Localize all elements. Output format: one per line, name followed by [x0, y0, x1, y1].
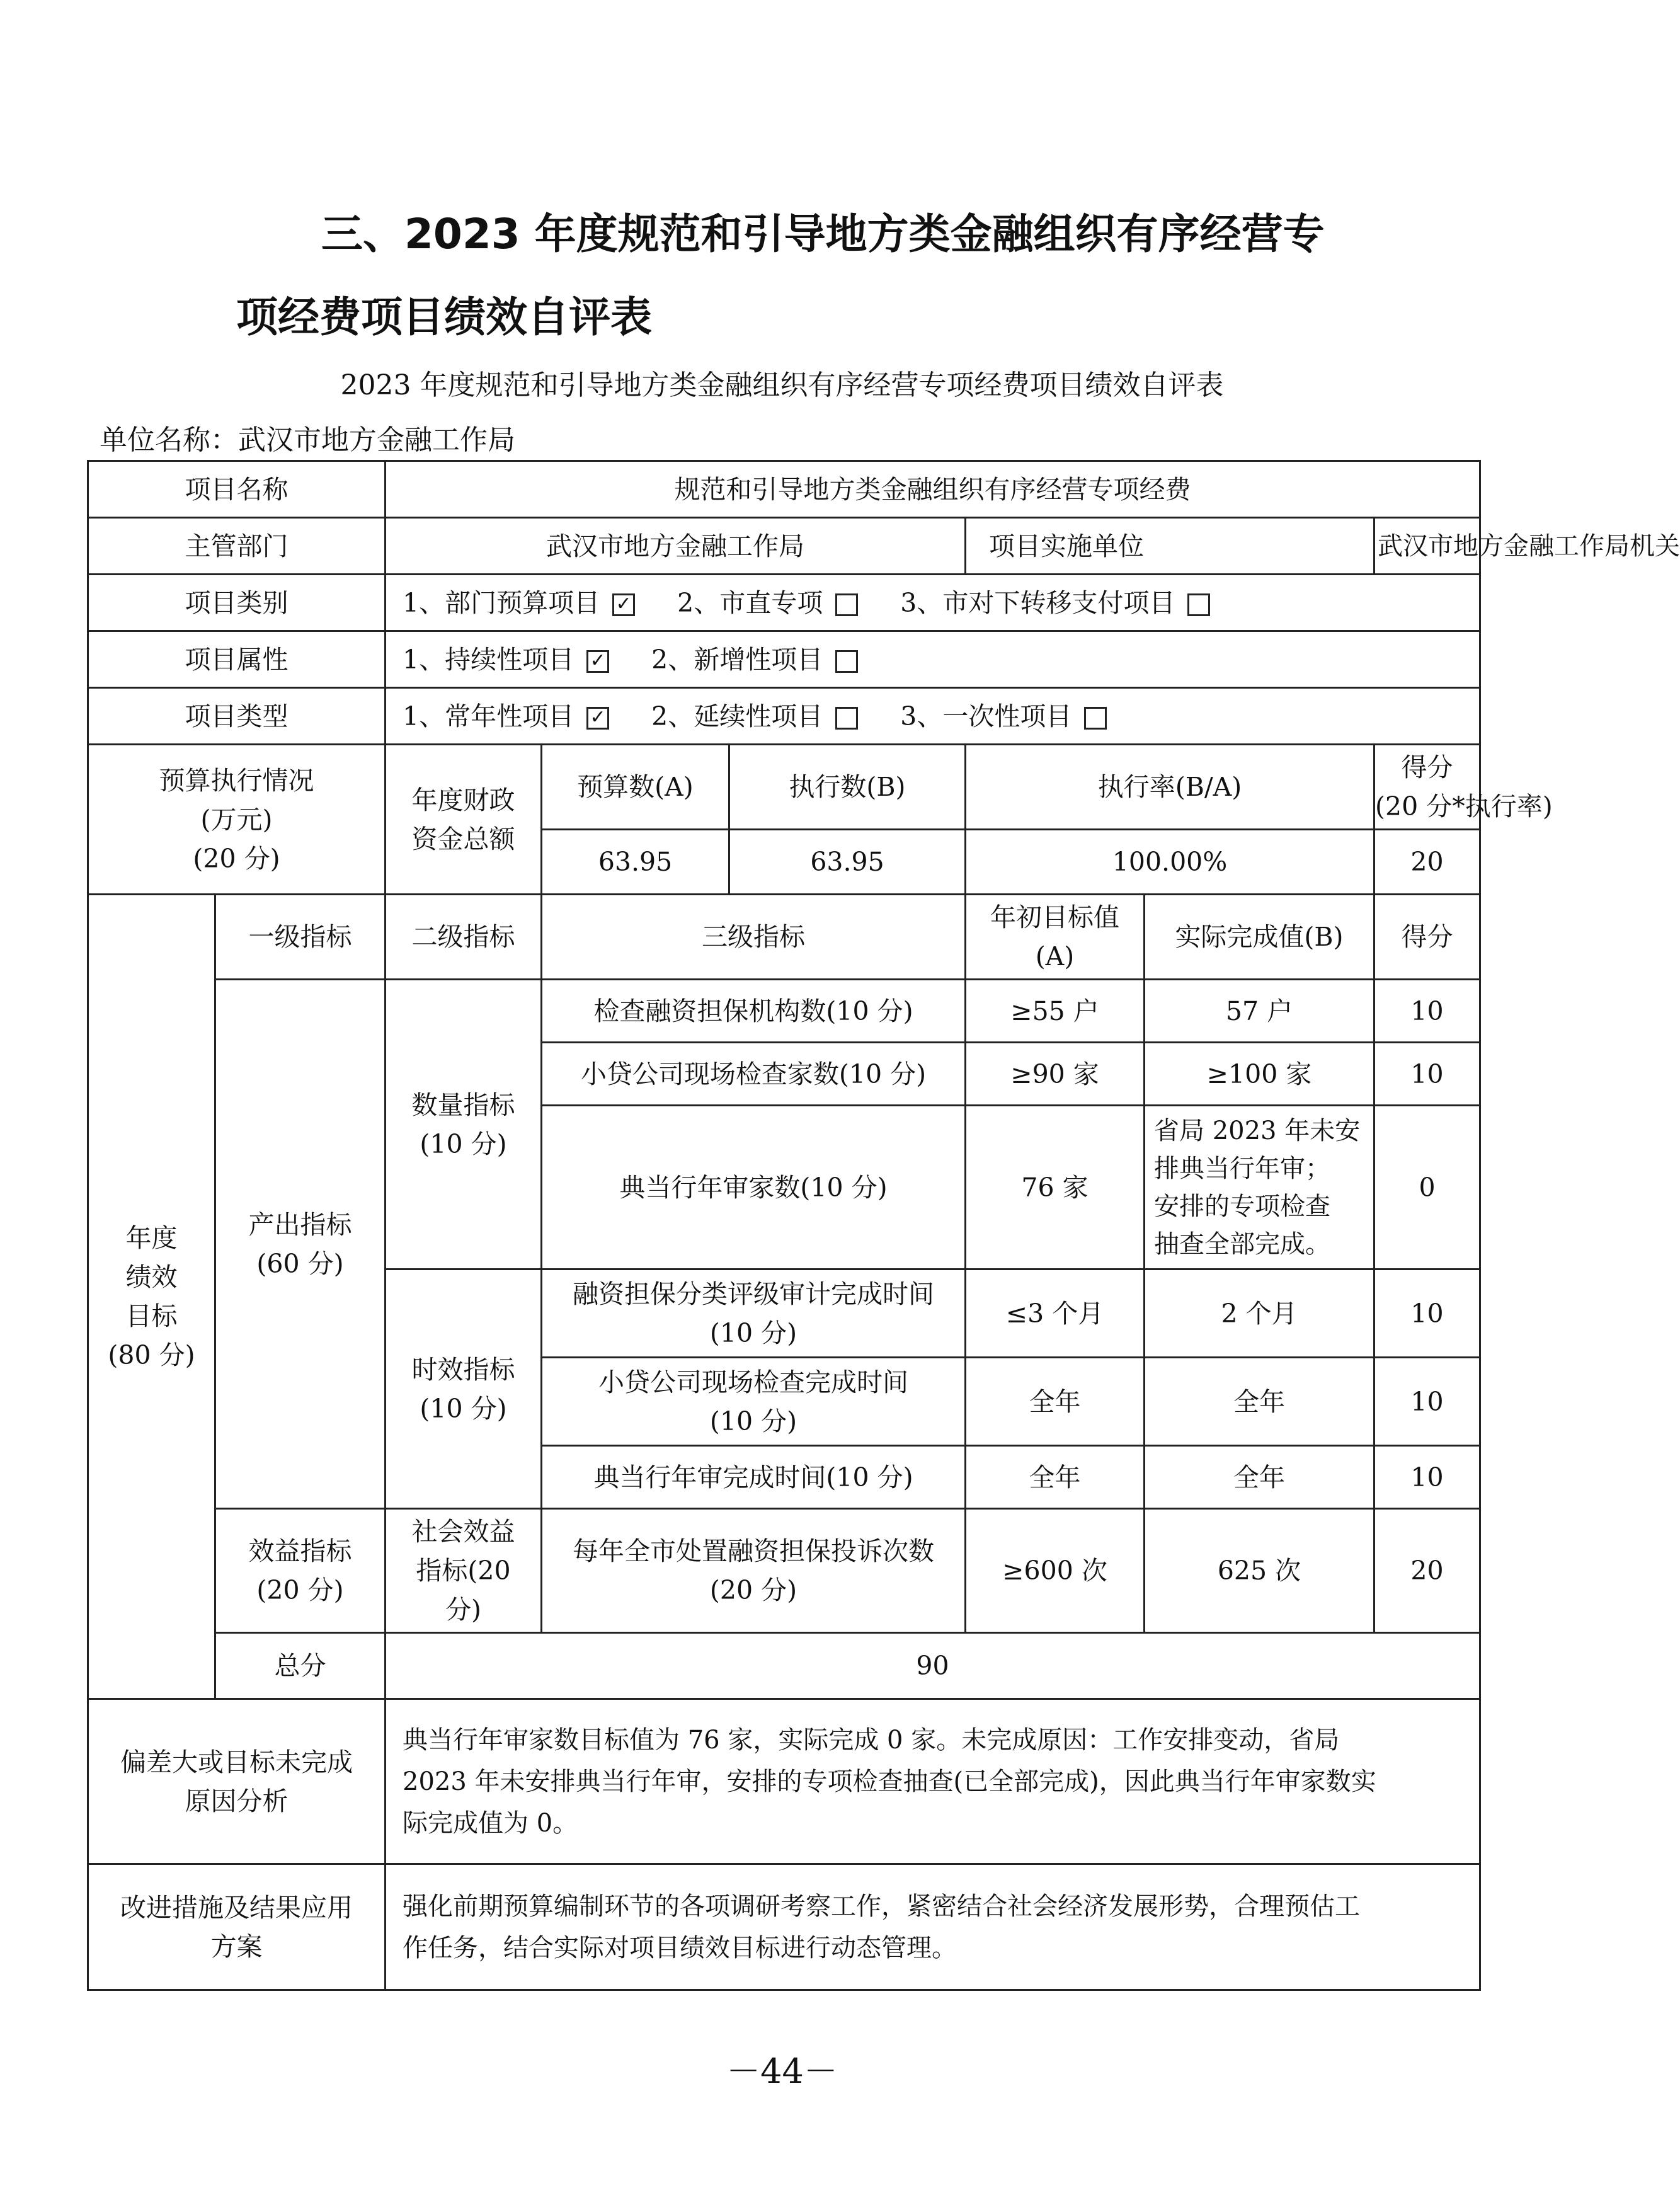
row-type — [88, 688, 1480, 745]
indicator-score: 10 — [1374, 1358, 1480, 1446]
indicator-actual: 625 次 — [1145, 1509, 1374, 1633]
row-deviation — [88, 1699, 1480, 1864]
type-option-3: 3、一次性项目 — [900, 701, 1072, 731]
category-label: 项目类别 — [88, 575, 386, 631]
impl-label: 项目实施单位 — [966, 518, 1374, 575]
self-evaluation-table — [87, 460, 1680, 1991]
timeliness-indicator: 时效指标 (10 分) — [386, 1269, 542, 1509]
indicator-name: 小贷公司现场检查家数(10 分) — [542, 1043, 966, 1106]
type-option-2: 2、延续性项目 — [651, 701, 823, 731]
social-benefit-indicator: 社会效益 指标(20 分) — [386, 1509, 542, 1633]
checkbox-empty-icon[interactable] — [1187, 593, 1210, 616]
table-row — [88, 1509, 1480, 1633]
attr-option-1: 1、持续性项目 — [403, 644, 574, 675]
dept-value: 武汉市地方金融工作局 — [386, 518, 966, 575]
actual-header: 实际完成值(B) — [1145, 895, 1374, 980]
indicator-name: 典当行年审完成时间(10 分) — [542, 1446, 966, 1509]
benefit-indicator: 效益指标 (20 分) — [215, 1509, 386, 1633]
project-name-value: 规范和引导地方类金融组织有序经营专项经费 — [386, 461, 1480, 518]
document-heading-line1: 三、2023 年度规范和引导地方类金融组织有序经营专 — [321, 210, 1325, 258]
fund-total-label: 年度财政 资金总额 — [386, 745, 542, 895]
indicator-target: 全年 — [966, 1358, 1145, 1446]
table-title: 2023 年度规范和引导地方类金融组织有序经营专项经费项目绩效自评表 — [340, 369, 1224, 401]
performance-label: 年度 绩效 目标 (80 分) — [88, 895, 215, 1699]
indicator-target: ≤3 个月 — [966, 1269, 1145, 1358]
total-value: 90 — [386, 1633, 1480, 1699]
budget-label: 预算执行情况 (万元) (20 分) — [88, 745, 386, 895]
rate-value: 100.00% — [966, 830, 1374, 895]
score-col-header: 得分 (20 分*执行率) — [1374, 745, 1480, 830]
total-label: 总分 — [215, 1633, 386, 1699]
project-name-label: 项目名称 — [88, 461, 386, 518]
deviation-text: 典当行年审家数目标值为 76 家，实际完成 0 家。未完成原因：工作安排变动，省局 2023 年未安排典当行年审，安排的专项检查抽查(已全部完成)，因此典当行年审家数实 际完成值为 0。 — [386, 1699, 1480, 1864]
category-option-3: 3、市对下转移支付项目 — [900, 587, 1175, 618]
indicator-score: 10 — [1374, 980, 1480, 1043]
attr-options — [386, 631, 1480, 688]
type-options — [386, 688, 1480, 745]
checkbox-checked-icon[interactable]: ✓ — [612, 593, 635, 616]
rate-col-header: 执行率(B/A) — [966, 745, 1374, 830]
document-heading-line2: 项经费项目绩效自评表 — [236, 293, 652, 341]
improvement-label: 改进措施及结果应用 方案 — [88, 1864, 386, 1990]
row-total — [88, 1633, 1480, 1699]
indicator-name: 每年全市处置融资担保投诉次数 (20 分) — [542, 1509, 966, 1633]
indicator-actual: 全年 — [1145, 1358, 1374, 1446]
unit-label: 单位名称： — [100, 424, 238, 456]
level2-header: 二级指标 — [386, 895, 542, 980]
category-option-1: 1、部门预算项目 — [403, 587, 600, 618]
indicator-score: 10 — [1374, 1446, 1480, 1509]
checkbox-checked-icon[interactable]: ✓ — [586, 707, 609, 730]
attr-label: 项目属性 — [88, 631, 386, 688]
indicator-actual: 57 户 — [1145, 980, 1374, 1043]
row-indicator-header — [88, 895, 1480, 980]
row-attribute — [88, 631, 1480, 688]
indicator-score: 20 — [1374, 1509, 1480, 1633]
indicator-target: ≥600 次 — [966, 1509, 1145, 1633]
score-header: 得分 — [1374, 895, 1480, 980]
table-row — [88, 980, 1480, 1043]
indicator-score: 10 — [1374, 1043, 1480, 1106]
output-indicator: 产出指标 (60 分) — [215, 980, 386, 1509]
indicator-target: 全年 — [966, 1446, 1145, 1509]
budget-value: 63.95 — [542, 830, 729, 895]
type-option-1: 1、常年性项目 — [403, 701, 574, 731]
row-department — [88, 518, 1480, 575]
category-option-2: 2、市直专项 — [677, 587, 823, 618]
deviation-label: 偏差大或目标未完成 原因分析 — [88, 1699, 386, 1864]
attr-option-2: 2、新增性项目 — [651, 644, 823, 675]
checkbox-empty-icon[interactable] — [835, 593, 858, 616]
checkbox-empty-icon[interactable] — [1084, 707, 1107, 730]
unit-value: 武汉市地方金融工作局 — [238, 424, 515, 456]
indicator-score: 10 — [1374, 1269, 1480, 1358]
indicator-actual: 全年 — [1145, 1446, 1374, 1509]
page-number: －44－ — [726, 2051, 838, 2091]
row-category — [88, 575, 1480, 631]
dept-label: 主管部门 — [88, 518, 386, 575]
checkbox-empty-icon[interactable] — [835, 650, 858, 673]
indicator-score: 0 — [1374, 1106, 1480, 1269]
category-options — [386, 575, 1480, 631]
indicator-target: 76 家 — [966, 1106, 1145, 1269]
checkbox-checked-icon[interactable]: ✓ — [586, 650, 609, 673]
checkbox-empty-icon[interactable] — [835, 707, 858, 730]
budget-score-value: 20 — [1374, 830, 1480, 895]
level3-header: 三级指标 — [542, 895, 966, 980]
indicator-target: ≥55 户 — [966, 980, 1145, 1043]
indicator-name: 融资担保分类评级审计完成时间 (10 分) — [542, 1269, 966, 1358]
budget-col-header: 预算数(A) — [542, 745, 729, 830]
exec-col-header: 执行数(B) — [729, 745, 966, 830]
row-improvement — [88, 1864, 1480, 1990]
indicator-actual: ≥100 家 — [1145, 1043, 1374, 1106]
unit-name — [100, 417, 515, 457]
indicator-name: 检查融资担保机构数(10 分) — [542, 980, 966, 1043]
type-label: 项目类型 — [88, 688, 386, 745]
quantity-indicator: 数量指标 (10 分) — [386, 980, 542, 1269]
indicator-name: 典当行年审家数(10 分) — [542, 1106, 966, 1269]
indicator-name: 小贷公司现场检查完成时间 (10 分) — [542, 1358, 966, 1446]
indicator-actual: 2 个月 — [1145, 1269, 1374, 1358]
impl-value: 武汉市地方金融工作局机关 — [1374, 518, 1480, 575]
row-project-name — [88, 461, 1480, 518]
level1-header: 一级指标 — [215, 895, 386, 980]
target-header: 年初目标值 (A) — [966, 895, 1145, 980]
indicator-actual: 省局 2023 年未安 排典当行年审； 安排的专项检查 抽查全部完成。 — [1145, 1106, 1374, 1269]
row-budget-header — [88, 745, 1480, 830]
indicator-target: ≥90 家 — [966, 1043, 1145, 1106]
improvement-text: 强化前期预算编制环节的各项调研考察工作，紧密结合社会经济发展形势，合理预估工 作任务，结合实际对项目绩效目标进行动态管理。 — [386, 1864, 1480, 1990]
exec-value: 63.95 — [729, 830, 966, 895]
